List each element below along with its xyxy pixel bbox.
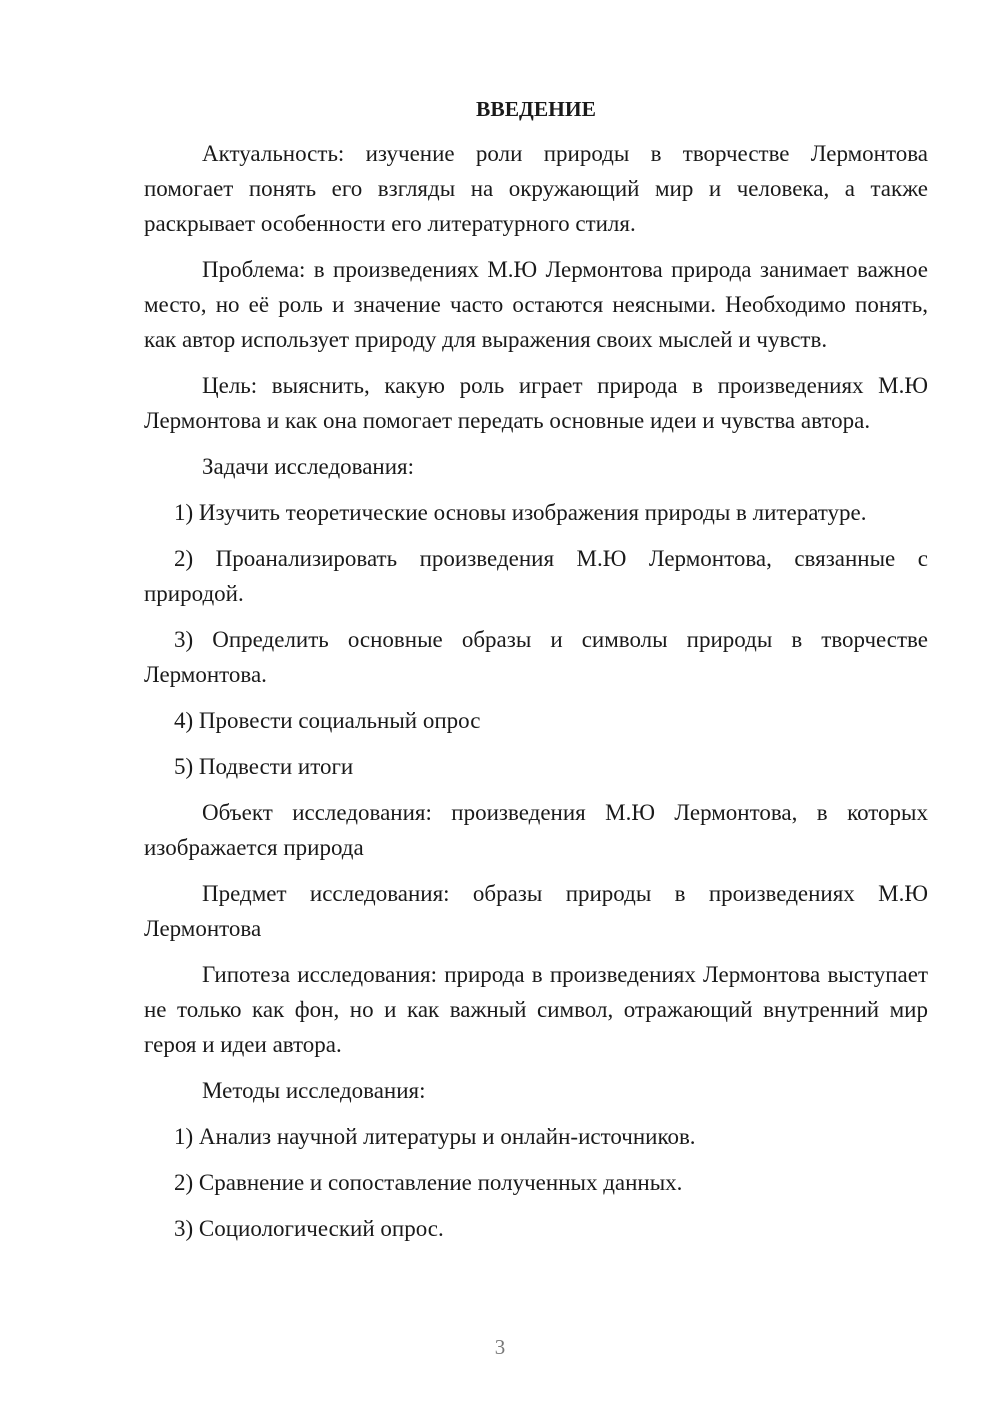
problem-paragraph: Проблема: в произведениях М.Ю Лермонтова природа занимает важное место, но её роль и значение часто остаются неясными. Необходимо понять, как автор использует природу для выражения своих мыслей и чувств. (144, 257, 928, 352)
section-heading: ВВЕДЕНИЕ (476, 97, 596, 121)
document-page (144, 92, 928, 1257)
subject-paragraph: Предмет исследования: образы природы в произведениях М.Ю Лермонтова (144, 881, 928, 941)
hypothesis-paragraph: Гипотеза исследования: природа в произведениях Лермонтова выступает не только как фон, но и как важный символ, отражающий внутренний мир героя и идеи автора. (144, 962, 928, 1057)
tasks-title: Задачи исследования: (202, 454, 415, 479)
goal-paragraph: Цель: выяснить, какую роль играет природа в произведениях М.Ю Лермонтова и как она помогает передать основные идеи и чувства автора. (144, 373, 928, 433)
page-number: 3 (494, 1335, 506, 1359)
task-item: 1) Изучить теоретические основы изображения природы в литературе. (174, 500, 867, 525)
method-item: 1) Анализ научной литературы и онлайн-источников. (174, 1124, 696, 1149)
task-item: 2) Проанализировать произведения М.Ю Лермонтова, связанные с природой. (144, 546, 928, 606)
object-paragraph: Объект исследования: произведения М.Ю Лермонтова, в которых изображается природа (144, 800, 928, 860)
methods-title: Методы исследования: (202, 1078, 426, 1103)
method-item: 2) Сравнение и сопоставление полученных данных. (174, 1170, 683, 1195)
relevance-paragraph: Актуальность: изучение роли природы в творчестве Лермонтова помогает понять его взгляды на окружающий мир и человека, а также раскрывает особенности его литературного стиля. (144, 141, 928, 236)
method-item: 3) Социологический опрос. (174, 1216, 444, 1241)
task-item: 3) Определить основные образы и символы природы в творчестве Лермонтова. (144, 627, 928, 687)
task-item: 5) Подвести итоги (174, 754, 354, 779)
task-item: 4) Провести социальный опрос (174, 708, 481, 733)
